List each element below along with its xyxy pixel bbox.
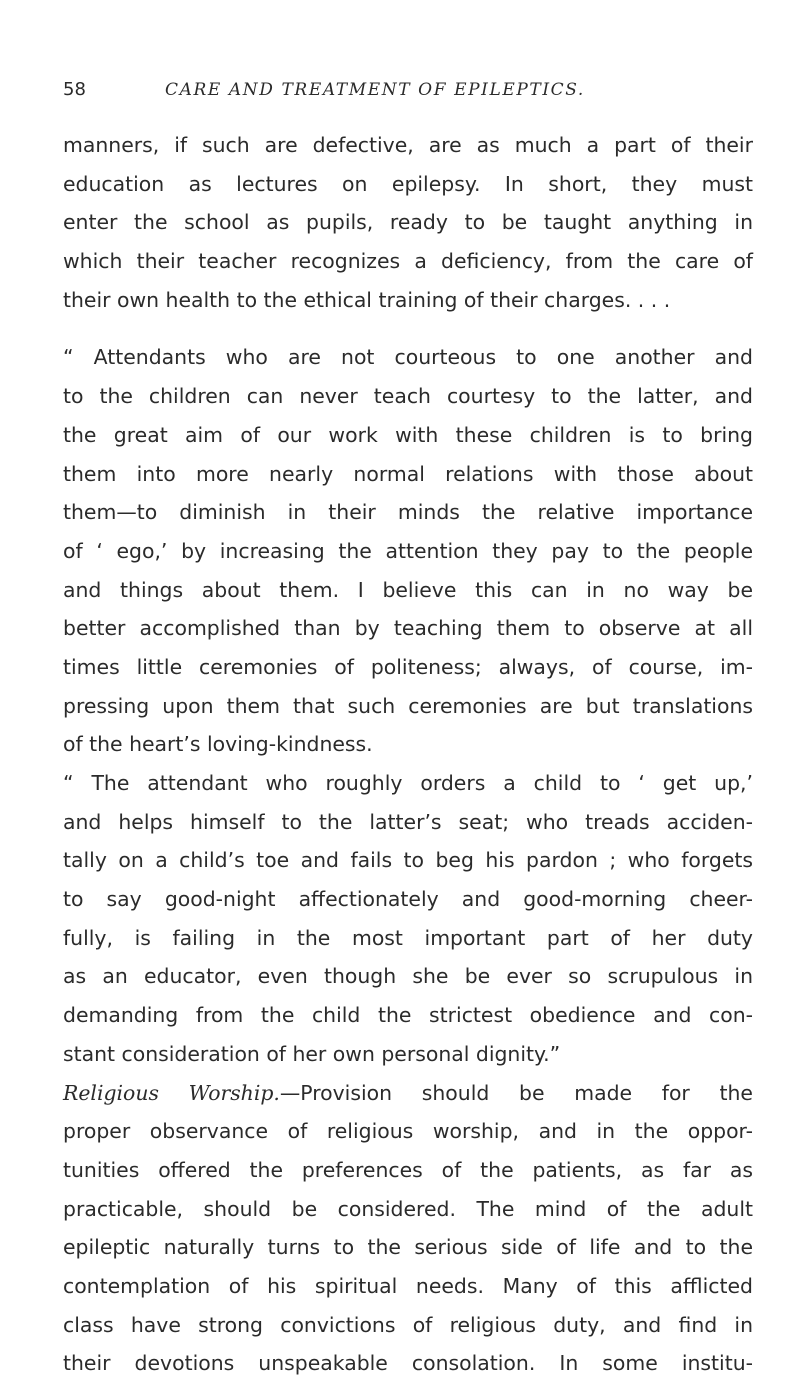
text-line: of the heart’s loving-kindness. [63,732,373,757]
running-head [63,75,753,105]
text-line: times little ceremonies of politeness; always, of course, im- [63,654,753,679]
text-line: as an educator, even though she be ever so scrupulous in [63,964,753,989]
text-line: to the children can never teach courtesy to the latter, and [63,384,753,409]
text-line: their devotions unspeakable consolation. In some institu- [63,1351,753,1376]
text-line: pressing upon them that such ceremonies are but translations [63,693,753,718]
text-line: epileptic naturally turns to the serious side of life and to the [63,1235,753,1260]
paragraph-gap [63,319,753,338]
text-line: to say good-night affectionately and good-morning cheer- [63,887,753,912]
text-fragment: —Provision should be made for the [279,1080,753,1105]
text-line: their own health to the ethical training of their charges. . . . [63,287,671,312]
text-line: proper observance of religious worship, and in the oppor- [63,1119,753,1144]
text-line: manners, if such are defective, are as much a part of their [63,133,753,157]
text-line-with-heading [63,1074,753,1113]
running-title: CARE AND TREATMENT OF EPILEPTICS. [165,80,585,100]
section-heading: Religious Worship. [63,1080,280,1105]
body-text [63,126,753,1383]
text-line: which their teacher recognizes a deficiency, from the care of [63,249,753,274]
text-line: “ Attendants who are not courteous to one another and [63,345,753,370]
text-line: class have strong convictions of religious duty, and find in [63,1312,753,1337]
text-line: them—to diminish in their minds the relative importance [63,500,753,525]
page-number: 58 [63,79,86,100]
text-line: contemplation of his spiritual needs. Many of this afflicted [63,1273,753,1298]
text-line: them into more nearly normal relations with those about [63,461,753,486]
text-line: “ The attendant who roughly orders a child to ‘ get up,’ [63,771,753,795]
text-line: enter the school as pupils, ready to be taught anything in [63,210,753,235]
book-page [63,0,753,1376]
text-line: tally on a child’s toe and fails to beg his pardon ; who forgets [63,848,753,873]
text-line: tunities offered the preferences of the patients, as far as [63,1157,753,1182]
text-line: the great aim of our work with these children is to bring [63,422,753,447]
text-line: and helps himself to the latter’s seat; who treads acciden- [63,809,753,834]
text-line: education as lectures on epilepsy. In short, they must [63,171,753,196]
text-line: and things about them. I believe this can in no way be [63,577,753,602]
text-line: demanding from the child the strictest obedience and con- [63,1003,753,1028]
text-line: practicable, should be considered. The mind of the adult [63,1196,753,1221]
text-line: stant consideration of her own personal dignity.” [63,1041,561,1066]
text-line: fully, is failing in the most important part of her duty [63,925,753,950]
text-line: of ‘ ego,’ by increasing the attention they pay to the people [63,538,753,563]
text-line: better accomplished than by teaching them to observe at all [63,616,753,641]
